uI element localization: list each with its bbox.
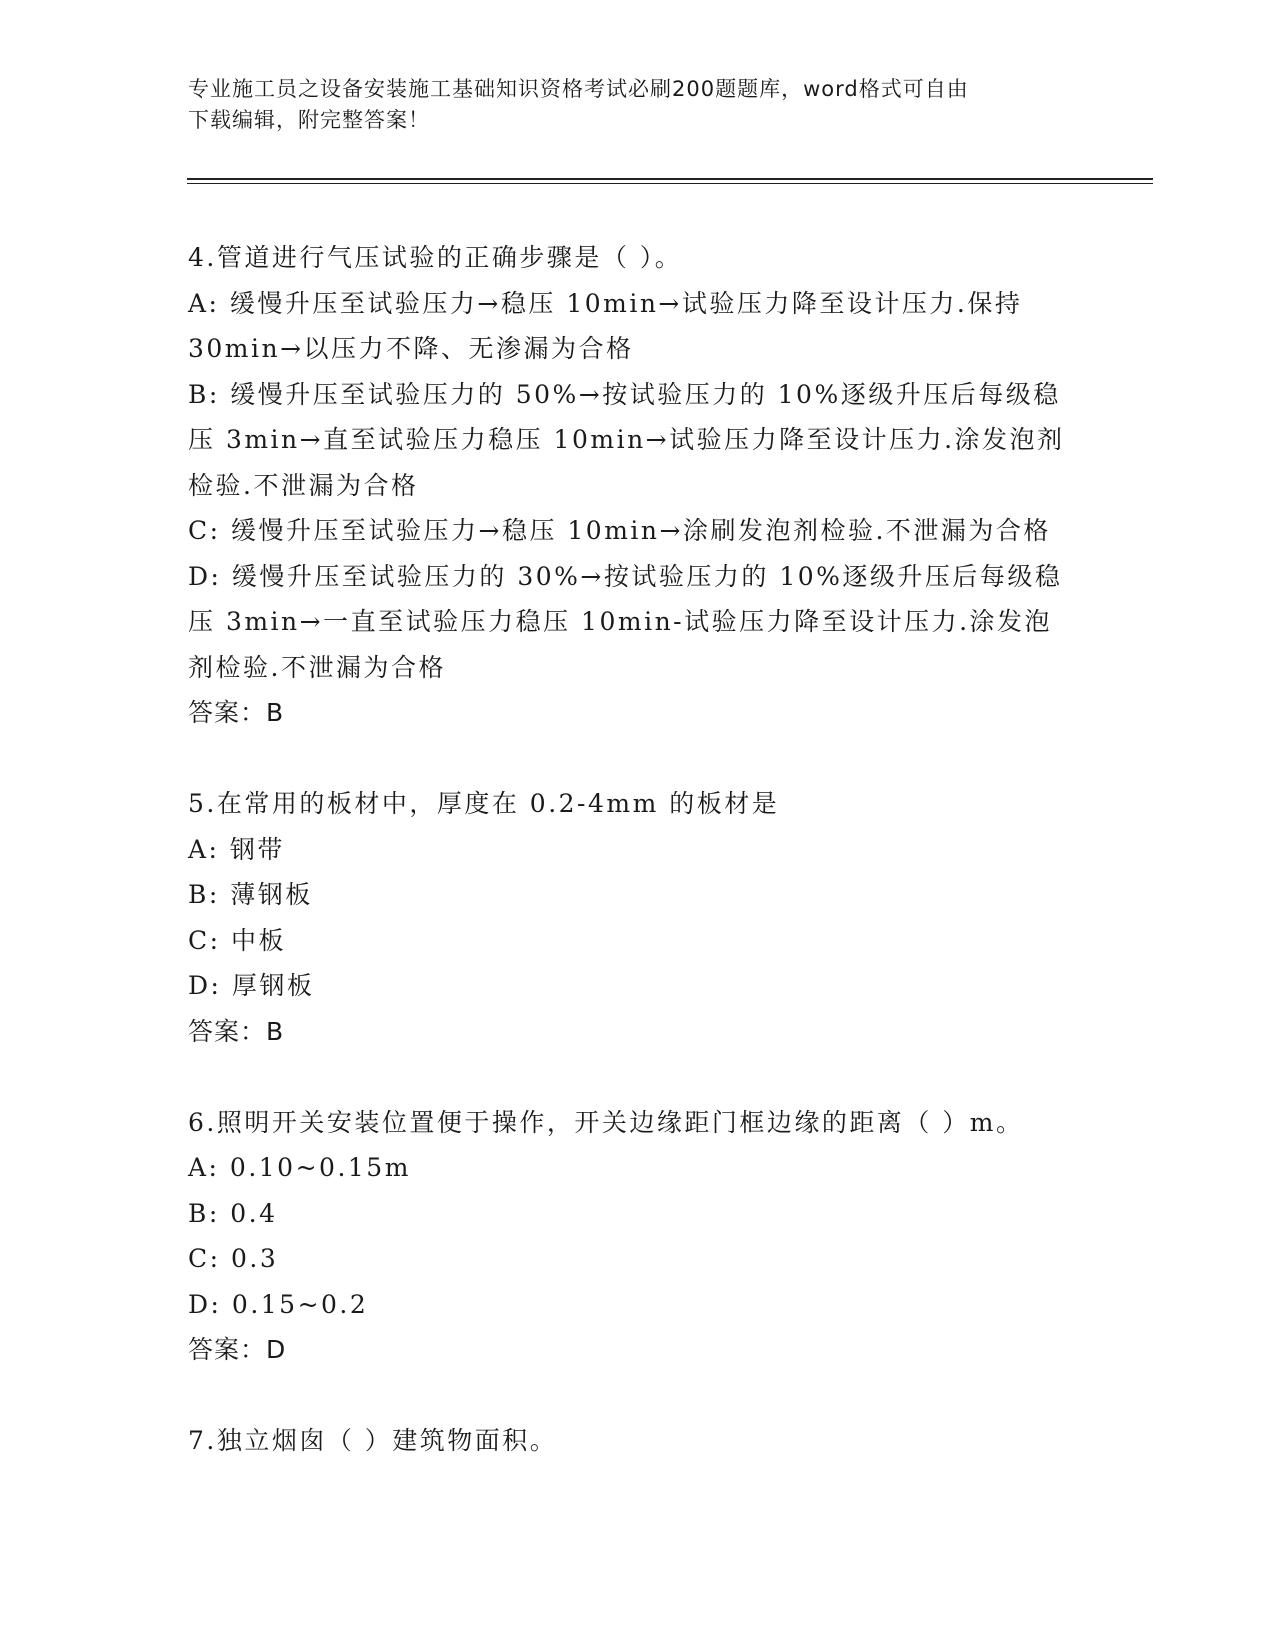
option-c: C: 中板 (188, 925, 286, 955)
question-list (188, 235, 1088, 1464)
option-b: B: 薄钢板 (188, 880, 313, 909)
header-rule-thin (187, 183, 1153, 184)
option-line: A: 缓慢升压至试验压力→稳压 10min→试验压力降至设计压力.保持 (188, 288, 1023, 318)
option-line: 检验.不泄漏为合格 (188, 470, 419, 500)
answer-label: 答案：B (188, 1016, 285, 1046)
question-6 (188, 1100, 1088, 1373)
header-title-line-2: 下载编辑，附完整答案！ (188, 108, 430, 132)
option-d: D: 厚钢板 (188, 971, 315, 1000)
header-rule-thick (187, 178, 1153, 180)
option-line: 压 3min→一直至试验压力稳压 10min-试验压力降至设计压力.涂发泡 (188, 607, 1053, 636)
question-4 (188, 235, 1088, 736)
option-a: A: 0.10~0.15m (188, 1153, 411, 1182)
spacer (188, 736, 1088, 782)
document-header (188, 74, 1088, 136)
question-title: 5.在常用的板材中，厚度在 0.2-4mm 的板材是 (188, 789, 780, 818)
question-5 (188, 781, 1088, 1054)
question-title: 4.管道进行气压试验的正确步骤是（ ）。 (188, 243, 683, 272)
option-line: B: 缓慢升压至试验压力的 50%→按试验压力的 10%逐级升压后每级稳 (188, 379, 1061, 409)
spacer (188, 1054, 1088, 1100)
option-c: C: 0.3 (188, 1244, 279, 1273)
question-7 (188, 1418, 1088, 1464)
spacer (188, 1373, 1088, 1419)
option-d: D: 0.15~0.2 (188, 1289, 369, 1319)
question-title: 6.照明开关安装位置便于操作，开关边缘距门框边缘的距离（ ）m。 (188, 1107, 1024, 1137)
option-a: A: 钢带 (188, 834, 285, 864)
option-line: 压 3min→直至试验压力稳压 10min→试验压力降至设计压力.涂发泡剂 (188, 425, 1065, 454)
answer-label: 答案：B (188, 698, 285, 727)
header-title-line-1: 专业施工员之设备安装施工基础知识资格考试必刷200题题库，word格式可自由 (188, 77, 969, 101)
question-title: 7.独立烟囱（ ）建筑物面积。 (188, 1426, 558, 1455)
option-line: 剂检验.不泄漏为合格 (188, 652, 446, 682)
option-line: D: 缓慢升压至试验压力的 30%→按试验压力的 10%逐级升压后每级稳 (188, 561, 1063, 591)
answer-label: 答案：D (188, 1335, 287, 1364)
option-line: C: 缓慢升压至试验压力→稳压 10min→涂刷发泡剂检验.不泄漏为合格 (188, 516, 1051, 545)
option-b: B: 0.4 (188, 1198, 278, 1228)
option-line: 30min→以压力不降、无渗漏为合格 (188, 334, 634, 363)
